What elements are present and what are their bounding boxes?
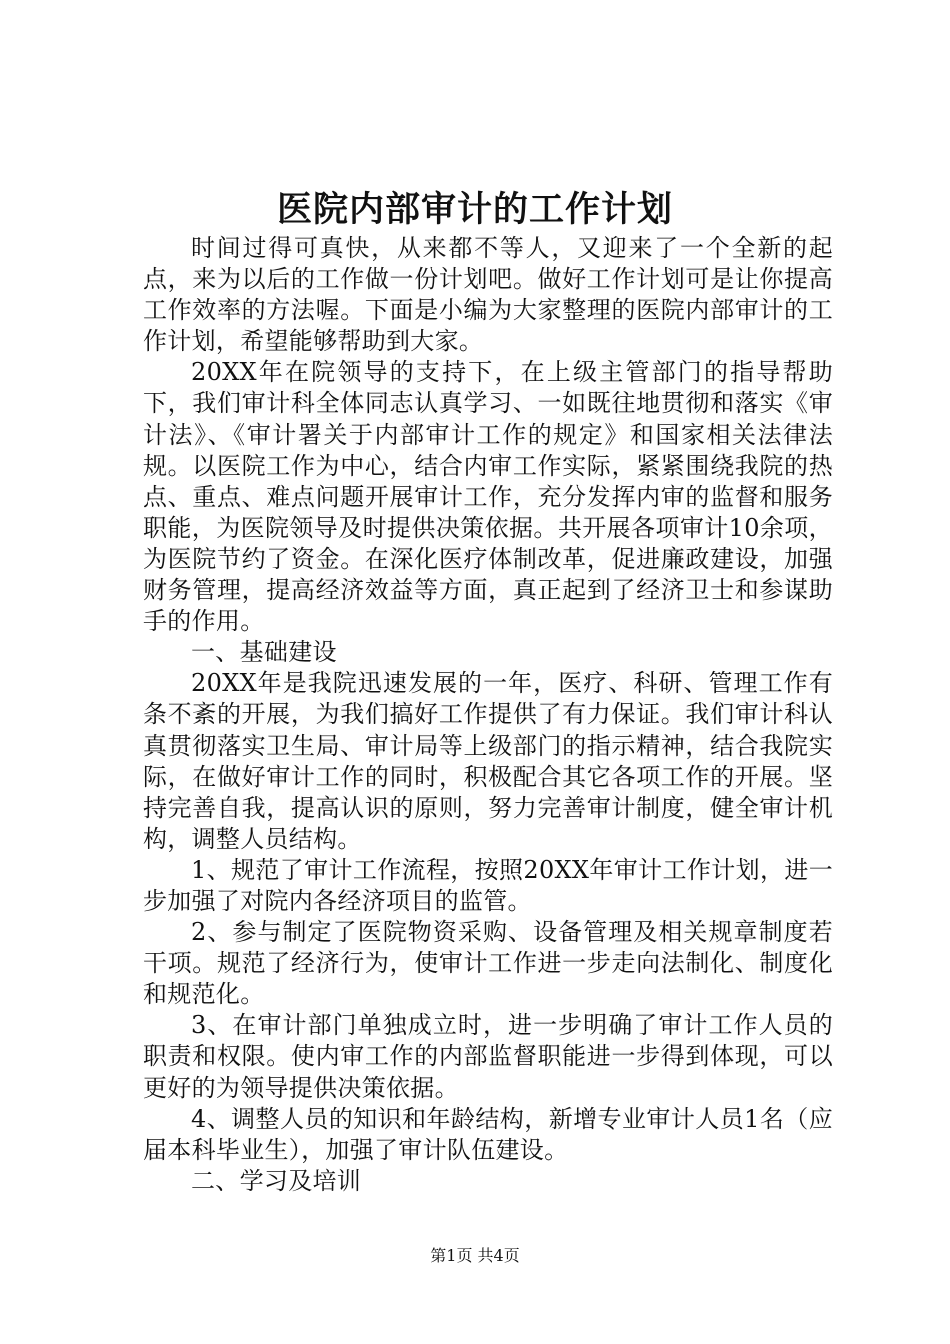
list-item-3: 3、在审计部门单独成立时，进一步明确了审计工作人员的职责和权限。使内审工作的内部监督职能进一步得到体现，可以更好的为领导提供决策依据。 <box>143 1011 833 1102</box>
section-1-paragraph: 20XX年是我院迅速发展的一年，医疗、科研、管理工作有条不紊的开展，为我们搞好工作提供了有力保证。我们审计科认真贯彻落实卫生局、审计局等上级部门的指示精神，结合我院实际，在做好审计工作的同时，积极配合其它各项工作的开展。坚持完善自我，提高认识的原则，努力完善审计制度，健全审计机构，调整人员结构。 <box>143 669 833 853</box>
section-heading-1: 一、基础建设 <box>191 638 337 667</box>
list-item-4: 4、调整人员的知识和年龄结构，新增专业审计人员1名（应届本科毕业生），加强了审计队伍建设。 <box>143 1104 833 1164</box>
document-title: 医院内部审计的工作计划 <box>276 189 673 230</box>
list-item-2: 2、参与制定了医院物资采购、设备管理及相关规章制度若干项。规范了经济行为，使审计工作进一步走向法制化、制度化和规范化。 <box>143 918 833 1009</box>
document-body <box>143 233 833 1197</box>
intro-paragraph: 时间过得可真快，从来都不等人，又迎来了一个全新的起点，来为以后的工作做一份计划吧。做好工作计划可是让你提高工作效率的方法喔。下面是小编为大家整理的医院内部审计的工作计划，希望能够帮助到大家。 <box>143 234 833 356</box>
page-number-footer: 第1页 共4页 <box>430 1246 520 1265</box>
section-heading-2: 二、学习及培训 <box>191 1166 362 1195</box>
list-item-1: 1、规范了审计工作流程，按照20XX年审计工作计划，进一步加强了对院内各经济项目的监管。 <box>143 855 833 915</box>
summary-paragraph: 20XX年在院领导的支持下，在上级主管部门的指导帮助下，我们审计科全体同志认真学习、一如既往地贯彻和落实《审计法》、《审计署关于内部审计工作的规定》和国家相关法律法规。以医院工作为中心，结合内审工作实际，紧紧围绕我院的热点、重点、难点问题开展审计工作，充分发挥内审的监督和服务职能，为医院领导及时提供决策依据。共开展各项审计10余项，为医院节约了资金。在深化医疗体制改革，促进廉政建设，加强财务管理，提高经济效益等方面，真正起到了经济卫士和参谋助手的作用。 <box>143 358 833 636</box>
